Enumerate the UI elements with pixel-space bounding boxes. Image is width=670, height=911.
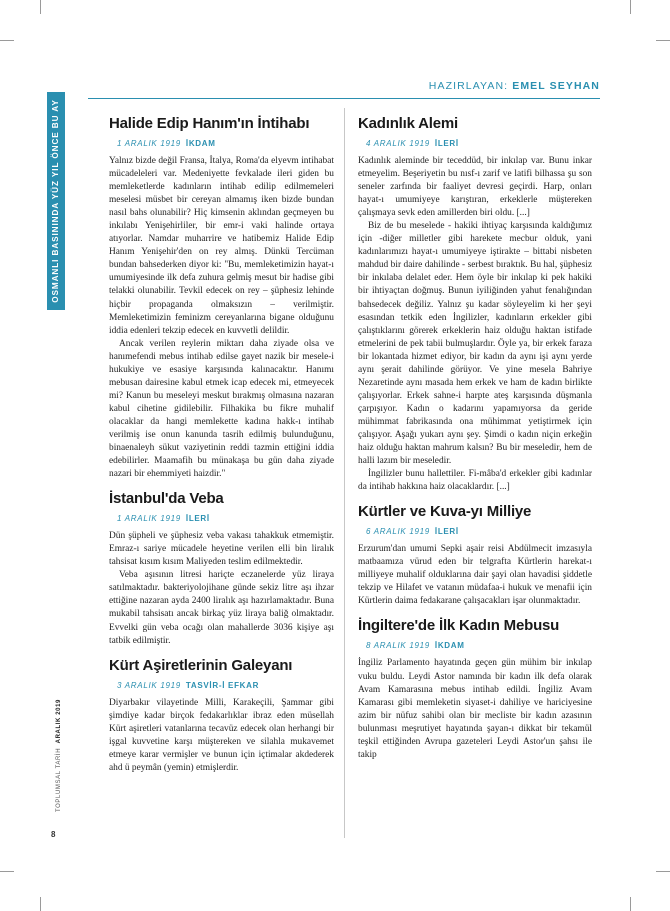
article-body xyxy=(358,155,592,494)
trim-mark xyxy=(630,897,631,911)
trim-mark xyxy=(40,897,41,911)
credit-label: HAZIRLAYAN: xyxy=(428,80,509,92)
article-date: 1 ARALIK 1919 xyxy=(117,514,181,524)
section-band-label: OSMANLI BASININDA YÜZ YIL ÖNCE BU AY xyxy=(51,99,60,303)
article-title: İstanbul'da Veba xyxy=(109,490,224,508)
trim-mark xyxy=(630,0,631,14)
article-body xyxy=(358,543,592,608)
article-dateline xyxy=(117,681,334,690)
article-dateline xyxy=(366,641,592,650)
magazine-name: TOPLUMSAL TARİH xyxy=(56,747,62,812)
credit-name: EMEL SEYHAN xyxy=(512,80,600,92)
article xyxy=(109,114,334,481)
article-body xyxy=(109,530,334,647)
article-paragraph: İngiliz Parlamento hayatında geçen gün mühim bir inkılap vuku buldu. Leydi Astor namında bir kadın ilk defa olarak Avam Kamarasına mebus intihab edildi. İngiliz Avam Kamarası gibi memleketin siyaset-i dahiliye ve hariciyesine azim bir nüfuz sahibi olan bir mecliste bir kadın azasının bulunması meşrutiyet hayatında şayan-ı dikkat bir tekamül teşkil ettiğinden Avrupa gazeteleri Leydi Astor'un şahsı ile takip xyxy=(358,658,592,760)
article-publication: İKDAM xyxy=(434,641,465,651)
header-rule xyxy=(88,98,600,99)
folio xyxy=(52,692,66,812)
trim-mark xyxy=(656,40,670,41)
article xyxy=(358,502,592,608)
page-number: 8 xyxy=(51,830,56,839)
article-dateline xyxy=(366,527,592,536)
article-paragraph: Dün şüpheli ve şüphesiz veba vakası tahakkuk etmemiştir. Emraz-ı sariye mücadele heyetine verilen elli bin liralık tahsisat kısım kısım Maliyeden teslim edilmektedir. xyxy=(109,531,334,568)
credit-line xyxy=(88,80,600,96)
article-paragraph: Diyarbakır vilayetinde Milli, Karakeçili, Şammar gibi şimdiye kadar birçok fedakarlıklar ibraz eden müsellah Kürt aşiretleri vatanlarına tecavüz edecek olan herhangi bir işgal kuvvetine karşı müştereken ve silahla mukavemet etmeye karar vermişler ve bunun için içtimalar akdederek ahd ü peymân (yemin) etmişlerdir. xyxy=(109,697,334,773)
article-publication: İLERİ xyxy=(434,139,459,148)
article-date: 1 ARALIK 1919 xyxy=(117,139,181,148)
trim-mark xyxy=(656,871,670,872)
article-paragraph: Kadınlık aleminde bir teceddüd, bir inkılap var. Bunu inkar etmeyelim. Beşeriyetin bu nısf-ı zarif ve latifi bilhassa şu son seneler zarfında bir faaliyet devresi geçirdi. Harp, onları hayat-ı umumiyeye karıştıran, erkeklerle müştereken çalışmaya sevk eden amillerden biri oldu. [...] xyxy=(358,156,592,219)
article-publication: TASVİR-İ EFKAR xyxy=(185,680,260,690)
article-dateline xyxy=(117,139,334,148)
article xyxy=(358,114,592,494)
article-paragraph: Erzurum'dan umumi Sepki aşair reisi Abdülmecit imzasıyla matbaamıza vürud eden bir telgrafta Kürtlerin harekat-ı milliyeye muhalif olduklarına dair şayi olan havadisi şiddetle tekzip ve Hilafet ve vatanın müdafaa-i hukuk ve menafii için Kürtlerin daima fedakarane çalışacakları işar olunmaktadır. xyxy=(358,544,592,607)
article xyxy=(358,616,592,761)
left-column xyxy=(109,114,334,783)
article-publication: İLERİ xyxy=(434,527,459,537)
article-body xyxy=(109,697,334,775)
article-body xyxy=(109,155,334,481)
trim-mark xyxy=(0,40,14,41)
article-date: 8 ARALIK 1919 xyxy=(366,641,430,651)
article-date: 6 ARALIK 1919 xyxy=(366,527,430,537)
article-title: Halide Edip Hanım'ın İntihabı xyxy=(109,115,310,132)
article-publication: İKDAM xyxy=(185,139,216,148)
trim-mark xyxy=(0,871,14,872)
article-title: Kadınlık Alemi xyxy=(358,115,459,132)
right-column xyxy=(358,114,592,770)
article-title: Kürt Aşiretlerinin Galeyanı xyxy=(109,656,293,674)
article-publication: İLERİ xyxy=(185,514,210,524)
issue-label: ARALIK 2019 xyxy=(56,699,62,744)
article-paragraph: İngilizler bunu hallettiler. Fi-mâba'd erkekler gibi kadınlar da intihab hakkına haiz olacaklardır. [...] xyxy=(358,469,592,493)
article-date: 4 ARALIK 1919 xyxy=(366,139,430,148)
article-paragraph: Veba aşısının litresi hariçte eczanelerde yüz liraya satılmaktadır. bakteriyolojihane günde sekiz litre aşı ihzar ettiğine nazaran ayda 2400 liralık aşı hazırlamaktadır. Buna mukabil tahsisatı ancak birkaç yüz liraya baliğ olmaktadır. Evvelki gün veba ocağı olan mahallerde 3036 kişiye aşı tatbik edilmiştir. xyxy=(109,570,334,646)
article-paragraph: Ancak verilen reylerin miktarı daha ziyade olsa ve hanımefendi mebus intihab edilse gayet nazik bir mesele-i hukukiye ve esasiye karşısında kalınacaktır. Hanımı mebusan dairesine kabul etmek icap edecek mi, etmeyecek mi? Kanun bu meseleyi meskut bırakmış olmasına nazaran kabul cihetine gidilebilir. Filhakika bu fikre muhalif olacaklar da hangi memlekette kadına hakk-ı intihab verilmiş ise onun kanunda tasrih edilmiş bulunduğunu, binaenaleyh sükut vaziyetinin reddi tazmin ettiğini iddia edebilirler. Maamafih bu münakaşa bu gün daha ziyade nazari bir ehemmiyeti haizdir." xyxy=(109,338,334,480)
article-dateline xyxy=(117,514,334,523)
column-divider xyxy=(344,108,345,838)
article xyxy=(109,656,334,775)
article-paragraph: Biz de bu meselede - hakiki ihtiyaç karşısında kaldığımız için -diğer milletler gibi harekete mecbur olduk, yani kadınlarımızı hayat-ı umumiyeye iştirakte – bittabi nisbeten mahdud bir daire dahilinde - serbest bıraktık. Bu hal, şüphesiz bir inkılaba delalet eder. Hem öyle bir inkılap ki pek hakiki bir ihtiyaçtan doğmuş. Bunun iyiliğinden yahut fenalığından bahsedecek değiliz. Yalnız şu kadar söyleyelim ki her şeyi esasından tetkik eden İngilizler, kadınların erkekler gibi çalıştıklarını görerek erkeklerin haiz olduğu haktan istifade etmelerini de pek tabii bulmuşlardır. Öyle ya, bir erkek faraza bir lokantada hizmet ediyor, bir kadın da aynı işi aynı yerde aynı şerait dahilinde görüyor. Ve yine mesela Bahriye Nezaretinde aynı masada hem erkek ve ham de kadın birlikte çalışıyorlar. Erkek sahne-i harpte ateş karşısında düşmanla çarpışıyor. Kadın o kadarını yapamıyorsa da geride mühimmat fabrikasında ona mühimmat yetiştirmek için çalışıyor. Aşağı yukarı aynı şey. Şimdi o kadın niçin erkeğin haiz olduğu haktan mahrum kalsın? Bu bir meseledir, hem de halli lazım bir meseledir. xyxy=(358,221,592,467)
article-title: Kürtler ve Kuva-yı Milliye xyxy=(358,503,532,521)
article-date: 3 ARALIK 1919 xyxy=(117,680,181,690)
article-body xyxy=(358,657,592,761)
article-title: İngiltere'de İlk Kadın Mebusu xyxy=(358,617,560,635)
trim-mark xyxy=(40,0,41,14)
article xyxy=(109,489,334,647)
article-dateline xyxy=(366,139,592,148)
article-paragraph: Yalnız bizde değil Fransa, İtalya, Roma'da elyevm intihabat mücadeleleri var. Medeniyette fevkalade ileri giden bu memleketlerde kadınların intihab edilip edilmemeleri meselesi müsbet bir cereyan almamış iken bizde bundan nasıl bahs olunabilir? Hiç kimsenin aklından geçmeyen bu inkılabı Yenişehirliler, bir emr-i vaki halinde ortaya atıyorlar. Namdar muharrire ve hatibemiz Halide Edip Hanım Yenişehir'den on rey almış. Dünkü Tercüman bundan bahsederken diyor ki: "Bu, memleketimizin hayat-ı umumiyesinde ilk defa zuhura gelmiş mesut bir hadise gibi telakki olunabilir. Tevkil edecek on rey – şüphesiz lehinde hiçbir propaganda olmaksızın – verilmiştir. Memleketimizin feminizm cereyanlarına bigane olduğunu iddia edenleri tekzip edecek en kuvvetli delildir. xyxy=(109,156,334,336)
